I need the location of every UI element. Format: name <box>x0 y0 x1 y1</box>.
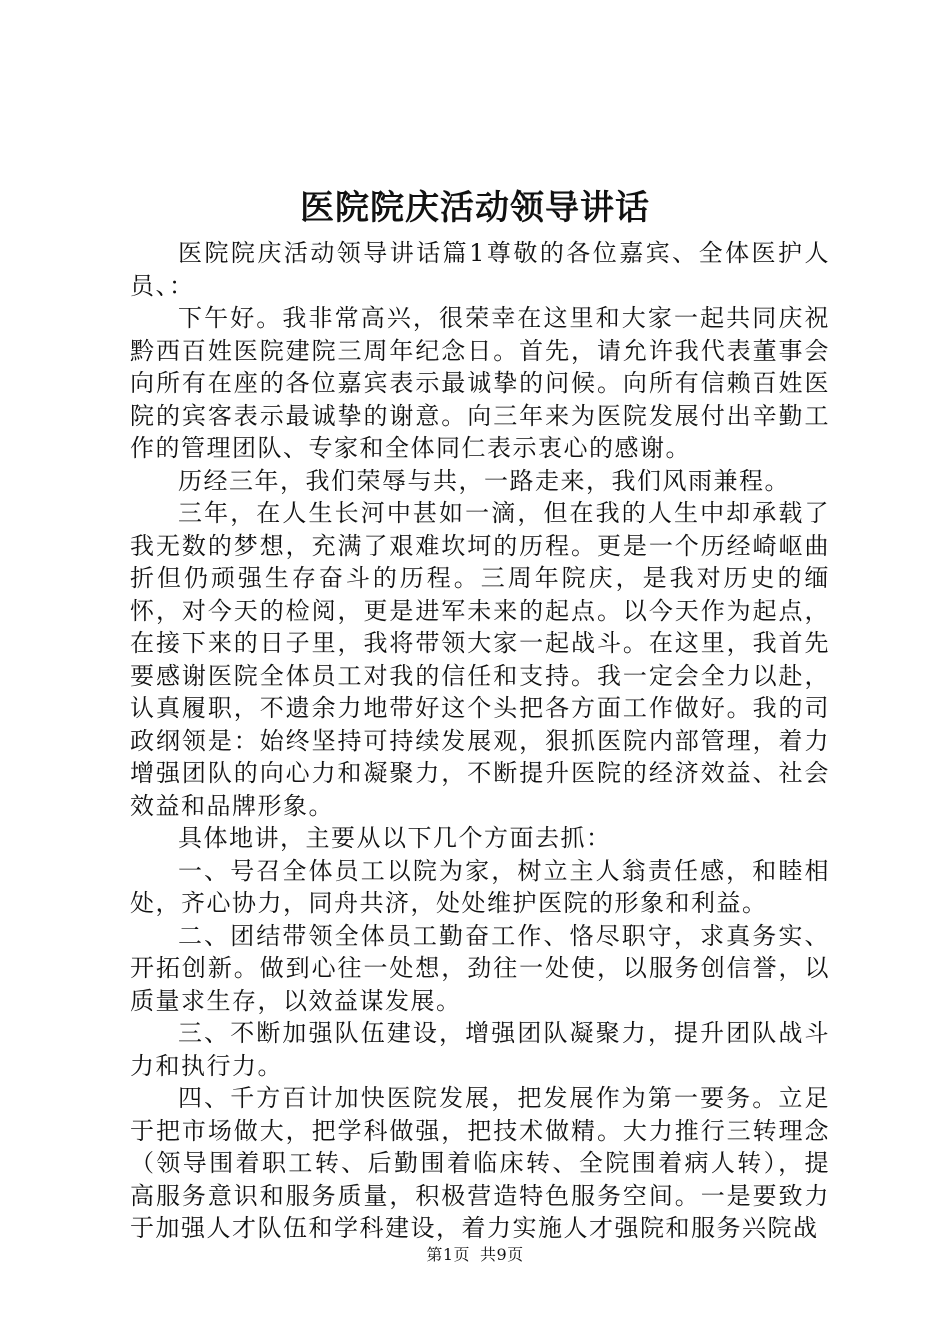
paragraph-greeting: 医院院庆活动领导讲话篇1尊敬的各位嘉宾、全体医护人员、： <box>130 239 830 300</box>
paragraph-point-one: 一、号召全体员工以院为家，树立主人翁责任感，和睦相处，齐心协力，同舟共济，处处维护医院的形象和利益。 <box>130 856 830 917</box>
paragraph-reflection: 三年，在人生长河中甚如一滴，但在我的人生中却承载了我无数的梦想，充满了艰难坎坷的历程。更是一个历经崎岖曲折但仍顽强生存奋斗的历程。三周年院庆，是我对历史的缅怀，对今天的检阅，更是进军未来的起点。以今天作为起点，在接下来的日子里，我将带领大家一起战斗。在这里，我首先要感谢医院全体员工对我的信任和支持。我一定会全力以赴，认真履职，不遗余力地带好这个头把各方面工作做好。我的司政纲领是：始终坚持可持续发展观，狠抓医院内部管理，着力增强团队的向心力和凝聚力，不断提升医院的经济效益、社会效益和品牌形象。 <box>130 499 830 820</box>
page-footer <box>0 1244 950 1266</box>
document-title: 医院院庆活动领导讲话 <box>300 188 650 228</box>
page-total: 共9页 <box>480 1245 524 1264</box>
paragraph-opening: 下午好。我非常高兴，很荣幸在这里和大家一起共同庆祝黔西百姓医院建院三周年纪念日。首先，请允许我代表董事会向所有在座的各位嘉宾表示最诚挚的问候。向所有信赖百姓医院的宾客表示最诚挚的谢意。向三年来为医院发展付出辛勤工作的管理团队、专家和全体同仁表示衷心的感谢。 <box>130 304 830 462</box>
paragraph-point-four: 四、千方百计加快医院发展，把发展作为第一要务。立足于把市场做大，把学科做强，把技术做精。大力推行三转理念（领导围着职工转、后勤围着临床转、全院围着病人转），提高服务意识和服务质量，积极营造特色服务空间。一是要致力于加强人才队伍和学科建设，着力实施人才强院和服务兴院战 <box>130 1084 830 1242</box>
paragraph-point-three: 三、不断加强队伍建设，增强团队凝聚力，提升团队战斗力和执行力。 <box>130 1019 830 1080</box>
paragraph-point-two: 二、团结带领全体员工勤奋工作、恪尽职守，求真务实、开拓创新。做到心往一处想，劲往一处使，以服务创信誉，以质量求生存，以效益谋发展。 <box>130 921 830 1015</box>
paragraph-intro-points: 具体地讲，主要从以下几个方面去抓： <box>178 824 612 852</box>
page-number: 第1页 <box>426 1245 470 1264</box>
document-body <box>130 237 830 1245</box>
paragraph-three-years: 历经三年，我们荣辱与共，一路走来，我们风雨兼程。 <box>178 466 790 495</box>
